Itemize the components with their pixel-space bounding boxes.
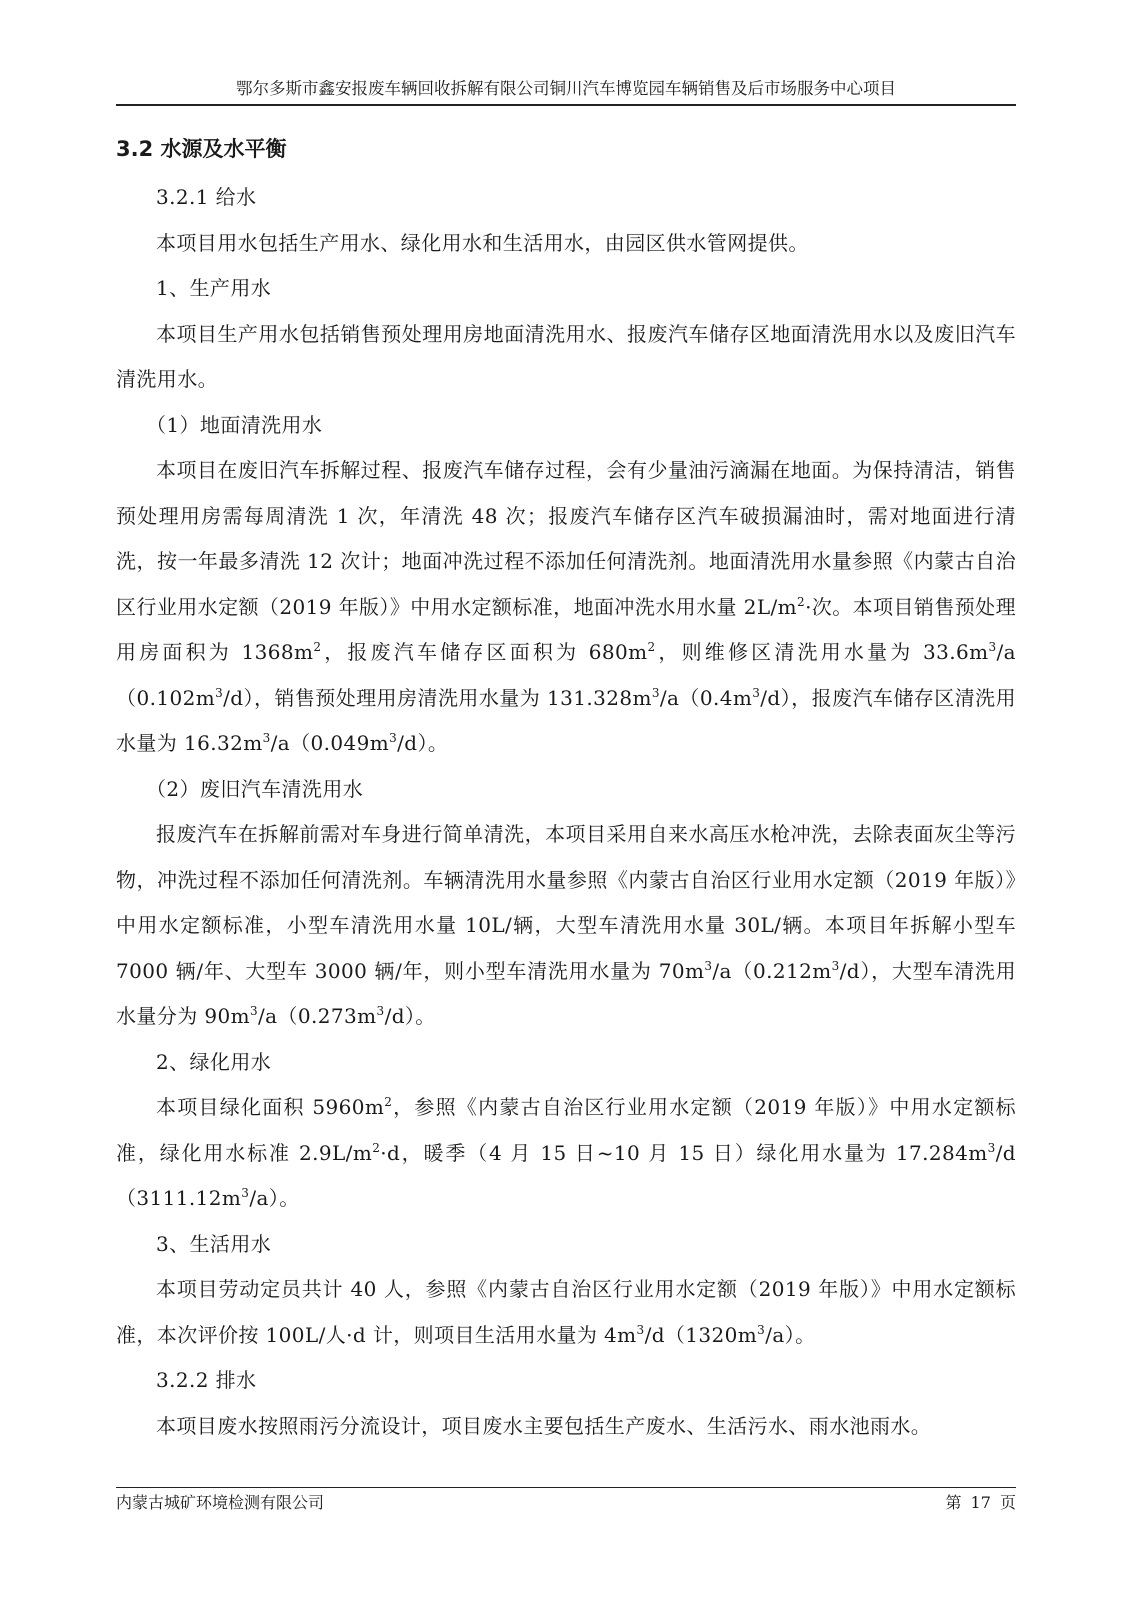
- body-paragraph: 本项目在废旧汽车拆解过程、报废汽车储存过程，会有少量油污滴漏在地面。为保持清洁，销售预处理用房需每周清洗 1 次，年清洗 48 次；报废汽车储存区汽车破损漏油时，需对地面进行清洗，按一年最多清洗 12 次计；地面冲洗过程不添加任何清洗剂。地面清洗用水量参照《内蒙古自治区行业用水定额（2019 年版）》中用水定额标准，地面冲洗水用水量 $2L/m^2\cdot$次。本项目销售预处理用房面积为 $1368m^2$，报废汽车储存区面积为 $680m^2$，则维修区清洗用水量为 $33.6m^3/a(0.102m^3/d)$，销售预处理用房清洗用水量为 $131.328m^3/a(0.4m^3/d)$，报废汽车储存区清洗用水量为 $16.32m^3/a(0.049m^3/d)$。: [116, 458, 1017, 755]
- document-header: 鄂尔多斯市鑫安报废车辆回收拆解有限公司铜川汽车博览园车辆销售及后市场服务中心项目: [236, 79, 896, 98]
- footer-page-number: 第 17 页: [945, 1493, 1016, 1512]
- footer-company: 内蒙古城矿环境检测有限公司: [116, 1493, 325, 1512]
- body-paragraph: 报废汽车在拆解前需对车身进行简单清洗，本项目采用自来水高压水枪冲洗，去除表面灰尘等污物，冲洗过程不添加任何清洗剂。车辆清洗用水量参照《内蒙古自治区行业用水定额（2019 年版）》中用水定额标准，小型车清洗用水量 10L/辆，大型车清洗用水量 30L/辆。本项目年拆解小型车 7000 辆/年、大型车 3000 辆/年，则小型车清洗用水量为 $70m^3/a(0.212m^3/d)$，大型车清洗用水量分为 $90m^3/a(0.273m^3/d)$。: [116, 822, 1017, 1028]
- footer-divider: [116, 1487, 1016, 1488]
- subheading: 1、生产用水: [156, 276, 272, 300]
- body-paragraph: 本项目劳动定员共计 40 人，参照《内蒙古自治区行业用水定额（2019 年版）》中用水定额标准，本次评价按 100L/人·d 计，则项目生活用水量为 $4m^3/d(1320m^3/a)$。: [116, 1277, 1016, 1347]
- main-content: [116, 129, 1016, 1449]
- body-paragraph: 本项目生产用水包括销售预处理用房地面清洗用水、报废汽车储存区地面清洗用水以及废旧汽车清洗用水。: [116, 321, 1016, 391]
- paragraph-list: [116, 175, 1016, 1449]
- subheading: （1）地面清洗用水: [146, 412, 323, 437]
- body-paragraph: 本项目用水包括生产用水、绿化用水和生活用水，由园区供水管网提供。: [156, 230, 809, 255]
- header-divider: [116, 104, 1016, 106]
- section-title: 3.2 水源及水平衡: [116, 137, 287, 161]
- subheading: 2、绿化用水: [156, 1049, 272, 1074]
- subheading: 3、生活用水: [156, 1231, 272, 1256]
- body-paragraph: 本项目废水按照雨污分流设计，项目废水主要包括生产废水、生活污水、雨水池雨水。: [156, 1413, 932, 1438]
- subheading: 3.2.1 给水: [156, 185, 257, 209]
- subheading: 3.2.2 排水: [156, 1368, 257, 1392]
- body-paragraph: 本项目绿化面积 $5960m^2$，参照《内蒙古自治区行业用水定额（2019 年版）》中用水定额标准，绿化用水标准 $2.9L/m^2\cdot d$，暖季（4 月 15 日~10 月 15 日）绿化用水量为 $17.284m^3/d(3111.12m^3/a)$。: [116, 1095, 1017, 1210]
- subheading: （2）废旧汽车清洗用水: [146, 776, 364, 801]
